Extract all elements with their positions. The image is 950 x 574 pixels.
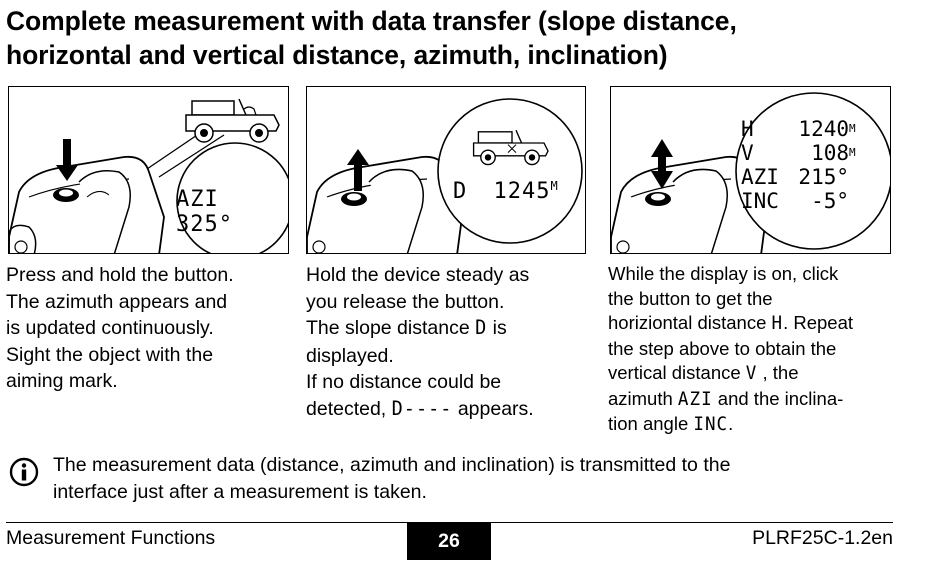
page-number: 26 xyxy=(407,522,491,560)
display-symbol-azi: AZI xyxy=(677,388,713,410)
page-heading xyxy=(6,4,936,72)
illustration-panel-3 xyxy=(610,86,891,254)
col2-line-3: The slope distance D is xyxy=(306,315,534,343)
col2-line-6: detected, D---- appears. xyxy=(306,396,534,424)
panel2-display-label: D xyxy=(453,179,468,204)
panel1-display xyxy=(176,187,288,237)
note-line-2: interface just after a measurement is taken. xyxy=(53,480,427,503)
col3-line-5: vertical distance V , the xyxy=(608,361,853,387)
display-symbol-h: H xyxy=(771,313,784,335)
col3-line-2: the button to get the xyxy=(608,287,773,309)
panel1-display-label: AZI xyxy=(176,187,219,212)
illustration-panel-1 xyxy=(8,86,289,254)
panel3-row-h: H $1240^M$ xyxy=(741,117,856,141)
device-illustration-2 xyxy=(307,87,586,254)
panel2-display xyxy=(453,179,559,204)
display-symbol-no-distance: D---- xyxy=(391,397,453,420)
info-note xyxy=(53,452,730,505)
col3-line-4: the step above to obtain the xyxy=(608,337,837,359)
panel3-row-inc: INC -5° xyxy=(741,189,849,213)
panel3-row-v: V $108^M$ xyxy=(741,141,856,165)
col2-line-2: you release the button. xyxy=(306,290,505,313)
col1-line-5: aiming mark. xyxy=(6,370,118,392)
col1-line-4: Sight the object with the xyxy=(6,343,214,366)
display-symbol-v: V xyxy=(745,363,758,385)
jeep-icon xyxy=(186,99,279,142)
heading-line-1: Complete measurement with data transfer (slope distance, xyxy=(6,6,737,36)
footer-section-title: Measurement Functions xyxy=(6,527,216,549)
footer-doc-id: PLRF25C-1.2en xyxy=(752,527,893,549)
col2-line-5: If no distance could be xyxy=(306,371,502,393)
col2-line-4: displayed. xyxy=(306,344,394,367)
col3-line-3: horiziontal distance H. Repeat xyxy=(608,311,853,337)
col2-line-1: Hold the device steady as xyxy=(306,264,530,286)
display-symbol-d: D xyxy=(475,317,488,340)
heading-line-2: horizontal and vertical distance, azimuth, inclination) xyxy=(6,40,668,70)
col1-line-2: The azimuth appears and xyxy=(6,290,228,313)
col3-line-6: azimuth AZI and the inclina- xyxy=(608,387,853,413)
info-icon xyxy=(9,457,39,487)
panel3-row-azi: AZI 215° xyxy=(741,165,849,189)
display-symbol-inc: INC xyxy=(693,414,729,436)
panel3-display xyxy=(741,117,856,213)
col3-line-1: While the display is on, click xyxy=(608,263,839,284)
instructions-column-2 xyxy=(306,262,534,423)
col1-line-1: Press and hold the button. xyxy=(6,264,234,286)
col3-line-7: tion angle INC. xyxy=(608,412,853,438)
instructions-column-3 xyxy=(608,262,853,438)
col1-line-3: is updated continuously. xyxy=(6,317,214,339)
illustration-panel-2 xyxy=(306,86,586,254)
panel1-display-value: 325° xyxy=(176,212,233,237)
panel2-display-unit: M xyxy=(550,179,559,193)
panel2-display-value: 1245 xyxy=(493,179,551,204)
instructions-column-1 xyxy=(6,262,234,395)
note-line-1: The measurement data (distance, azimuth and inclination) is transmitted to the xyxy=(53,454,731,476)
